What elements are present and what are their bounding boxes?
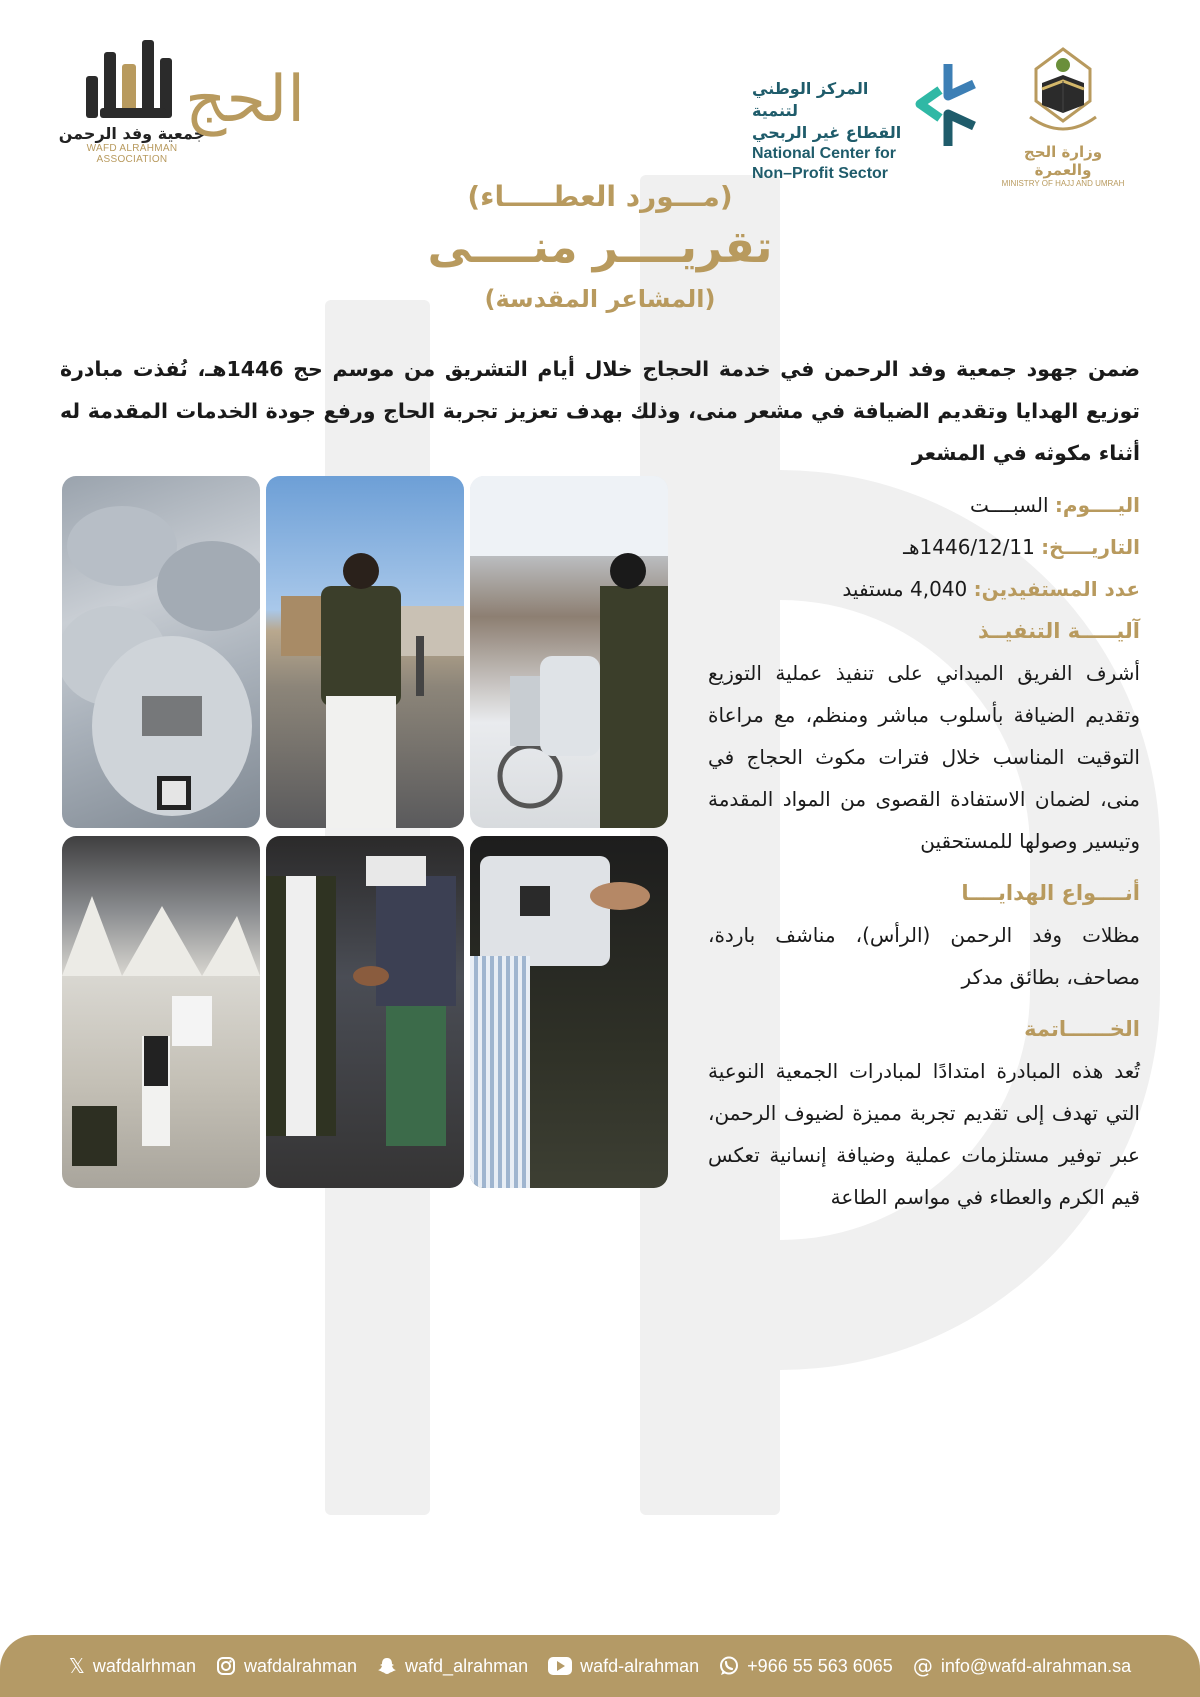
date-value: 1446/12/11هـ [903,535,1035,559]
kaaba-icon [1018,45,1108,135]
date-label: التاريــــخ: [1041,535,1140,559]
at-sign-icon: @ [912,1654,933,1678]
intro-paragraph: ضمن جهود جمعية وفد الرحمن في خدمة الحجاج خلال أيام التشريق من موسم حج 1446هـ، نُفذت مبادرة توزيع الهدايا وتقديم الضيافة في مشعر منى، وذلك بهدف تعزيز تجربة الحاج ورفع جودة الخدمات المقدمة له أثناء مكوثه في المشعر [60,357,1141,465]
whatsapp-icon [719,1656,739,1676]
hajj-calligraphy: الحج [185,63,305,137]
photo-grid [62,476,672,1190]
instagram-handle: wafdalrahman [243,1655,358,1676]
conclusion-title: الخــــــاتمة [1024,1017,1140,1041]
report-subtitle: (المشاعر المقدسة) [484,285,716,313]
footer-email[interactable] [913,1656,1131,1677]
photo-handshake [266,836,464,1188]
report-title: تقريــــر منــــى [427,222,773,273]
footer-x[interactable] [69,1656,196,1677]
photo-gift-handover [470,836,668,1188]
gifts-text: مظلات وفد الرحمن (الرأس)، مناشف باردة، مصاحف، بطائق مدكر [708,923,1140,989]
footer-snapchat[interactable] [377,1656,528,1677]
day-value: السبــــت [969,493,1049,517]
ncnp-mark-icon [912,60,982,150]
footer-youtube[interactable] [548,1656,699,1677]
ministry-name-ar: وزارة الحج والعمرة [1023,143,1103,179]
conclusion-text: تُعد هذه المبادرة امتدادًا لمبادرات الجمعية النوعية التي تهدف إلى تقديم تجربة مميزة لضيوف الرحمن، عبر توفير مستلزمات عملية وضيافة إنسانية تعكس قيم الكرم والعطاء في مواسم الطاعة [708,1059,1140,1209]
gifts-title: أنــــواع الهدايــــا [961,881,1140,905]
snapchat-handle: wafd_alrahman [405,1655,529,1676]
hajj-logo [185,45,305,165]
phone-number: +966 55 563 6065 [747,1655,893,1676]
ncnp-name-ar-2: القطاع غير الربحي [752,123,902,142]
ncnp-name-en-1: National Center for [752,145,897,162]
instagram-icon [216,1656,236,1676]
wafd-name-ar: جمعية وفد الرحمن [58,124,206,143]
footer-contact-bar [0,1635,1200,1697]
email-address: info@wafd-alrahman.sa [940,1655,1132,1676]
ncnp-logo [752,58,982,182]
ministry-logo [998,45,1128,188]
snapchat-icon [377,1656,397,1676]
x-handle: wafdalrhman [92,1655,196,1676]
youtube-handle: wafd-alrahman [580,1655,700,1676]
beneficiaries-row [708,568,1140,610]
photo-gift-bags [62,476,260,828]
x-icon: 𝕏 [68,1654,85,1678]
report-kicker: (مـــورد العطـــــاء) [467,180,733,213]
wafd-mark-icon [82,40,182,118]
beneficiaries-label: عدد المستفيدين: [973,577,1140,601]
mechanism-title: آليـــــة التنفيــذ [978,619,1140,643]
photo-tents [62,836,260,1188]
day-label: اليــــوم: [1054,493,1140,517]
youtube-icon [548,1657,572,1675]
ncnp-name-ar-1: المركز الوطني لتنمية [752,79,869,120]
beneficiaries-value: 4,040 مستفيد [842,577,968,601]
photo-wheelchair-bags [470,476,668,828]
date-row [708,526,1140,568]
ncnp-name-en-2: Non–Profit Sector [752,165,889,182]
footer-instagram[interactable] [216,1656,357,1677]
mechanism-text: أشرف الفريق الميداني على تنفيذ عملية التوزيع وتقديم الضيافة بأسلوب مباشر ومنظم، مع مراعاة التوقيت المناسب خلال فترات مكوث الحجاج في منى، لضمان الاستفادة القصوى من المواد المقدمة وتيسير وصولها للمستحقين [708,661,1140,853]
wafd-name-en: WAFD ALRAHMAN ASSOCIATION [86,143,178,165]
footer-whatsapp[interactable] [719,1656,893,1677]
day-row [708,484,1140,526]
info-column [708,484,1140,1218]
photo-volunteer-street [266,476,464,828]
ministry-name-en: MINISTRY OF HAJJ AND UMRAH [1001,179,1125,188]
